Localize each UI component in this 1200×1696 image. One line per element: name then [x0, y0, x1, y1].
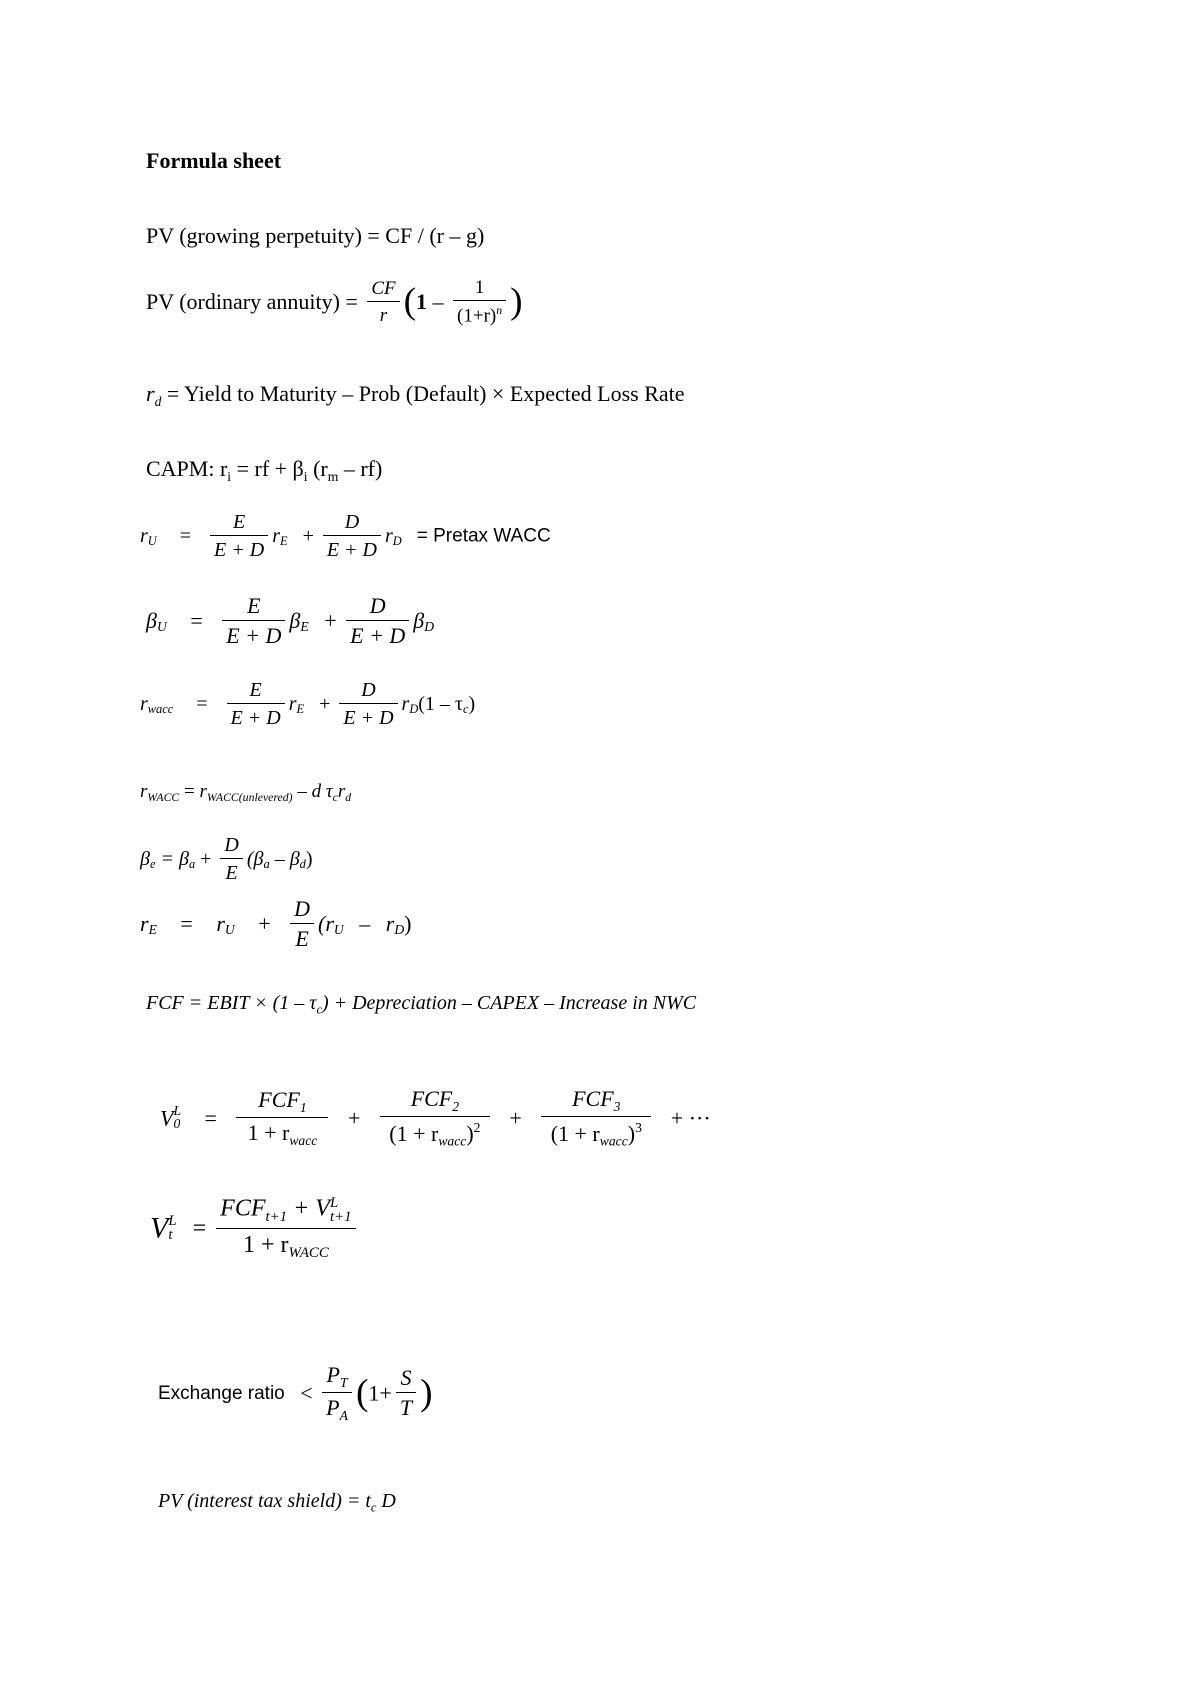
- cf-over-r-fraction: [367, 279, 399, 325]
- s-over-t: $\frac{S}{T}$: [396, 1367, 416, 1419]
- pt-over-pa: $\frac{P_T}{P_A}$: [322, 1364, 352, 1423]
- close-paren: ): [510, 281, 523, 323]
- unlevered-beta-formula: $\beta_U$ = $\frac{E}{E + D}$ $\beta_E$ + $\frac{D}{E + D}$ $\beta_D$: [146, 593, 435, 648]
- d-over-e-plus-d: $\frac{D}{E + D}$: [339, 680, 397, 728]
- e-over-e-plus-d: $\frac{E}{E + D}$: [210, 512, 268, 560]
- discount-denominator: $(1+r)^n$: [457, 304, 503, 327]
- d-over-e: $\frac{D}{E}$: [290, 898, 314, 950]
- wacc-unlevered-formula: $r_{WACC} = r_{WACC(unlevered)} - d$ $\tau_cr_d$: [140, 781, 352, 805]
- cost-of-equity-formula: $r_E = r_U$ + $\frac{D}{E}$ $(r_U - r_D)$: [140, 896, 412, 951]
- exchange-ratio-formula: Exchange ratio < $\frac{P_T}{P_A}$ (1+ $\frac{S}{T}$ ): [158, 1362, 433, 1424]
- vt-fraction: $FCF_{t+1} + V$ L t+1 $1 + r_{WACC}$: [216, 1196, 355, 1261]
- one-bold: 1: [416, 288, 428, 314]
- free-cash-flow-formula: FCF = EBIT × $(1 - \tau_c)$ + Depreciation – CAPEX – Increase in NWC: [146, 992, 697, 1017]
- one-numerator: 1: [453, 278, 506, 301]
- open-paren: (: [403, 281, 417, 323]
- minus-sign: –: [432, 288, 444, 314]
- d-over-e-plus-d: $\frac{D}{E + D}$: [323, 512, 381, 560]
- pretax-wacc-formula: $r_U$ = $\frac{E}{E + D}$ $r_E$ + $\frac{D}{E + D}$ $r_D$ = Pretax WACC: [140, 511, 551, 561]
- capm-formula: CAPM: $r_i$ = rf + $\beta_i$ $(r_m - rf)$: [146, 456, 383, 484]
- e-over-e-plus-d: $\frac{E}{E + D}$: [222, 595, 285, 647]
- d-over-e: $\frac{D}{E}$: [220, 835, 242, 883]
- v0-sup-sub: L 0: [173, 1103, 182, 1132]
- fcf1-fraction: $\frac{FCF_1}{1 + r_{wacc}}$: [236, 1089, 328, 1148]
- firm-value-vt-formula: V L t = $FCF_{t+1} + V$ L t+1 $1 + r_{WACC}$: [150, 1196, 360, 1261]
- discount-fraction: [453, 278, 506, 326]
- vt-sup-sub: L t: [168, 1213, 177, 1244]
- levered-beta-formula: $\beta_e = \beta_a$ + $\frac{D}{E}$ $(\beta_a - \beta_d)$: [140, 834, 313, 884]
- fcf2-fraction: $\frac{FCF_2}{(1 + r_{wacc})^2}$: [380, 1088, 490, 1149]
- fcf3-fraction: $\frac{FCF_3}{(1 + r_{wacc})^3}$: [541, 1088, 651, 1149]
- pv-interest-tax-shield-formula: PV (interest tax shield) = $t_c$ D: [158, 1490, 396, 1515]
- pretax-wacc-label: = Pretax WACC: [416, 525, 551, 547]
- r-denominator: r: [379, 304, 388, 326]
- cf-numerator: CF: [367, 279, 399, 302]
- pv-annuity-lhs: PV (ordinary annuity) =: [146, 288, 358, 314]
- wacc-formula: $r_{wacc}$ = $\frac{E}{E + D}$ $r_E$ + $\frac{D}{E + D}$ $r_D(1 - \tau_c)$: [140, 679, 476, 729]
- firm-value-v0-formula: V L 0 = $\frac{FCF_1}{1 + r_{wacc}}$ + $\frac{FCF_2}{(1 + r_{wacc})^2}$ + $\frac{FCF_3}{(1 + r_{wacc})^3}$ + ···: [160, 1086, 711, 1150]
- e-over-e-plus-d: $\frac{E}{E + D}$: [227, 680, 285, 728]
- pv-perpetuity-text: PV (growing perpetuity) = CF / (r – g): [146, 223, 485, 248]
- exchange-ratio-label: Exchange ratio: [158, 1382, 285, 1404]
- cost-of-debt-formula: $r_d$ = Yield to Maturity – Prob (Default) × Expected Loss Rate: [146, 381, 685, 409]
- close-paren: ): [420, 1372, 433, 1414]
- cost-of-debt-text: = Yield to Maturity – Prob (Default) × Expected Loss Rate: [161, 381, 685, 406]
- d-over-e-plus-d: $\frac{D}{E + D}$: [346, 595, 409, 647]
- pv-ordinary-annuity-formula: [146, 278, 523, 326]
- pv-growing-perpetuity-formula: [146, 225, 484, 247]
- page-title: Formula sheet: [146, 148, 282, 173]
- open-paren: (: [355, 1372, 369, 1414]
